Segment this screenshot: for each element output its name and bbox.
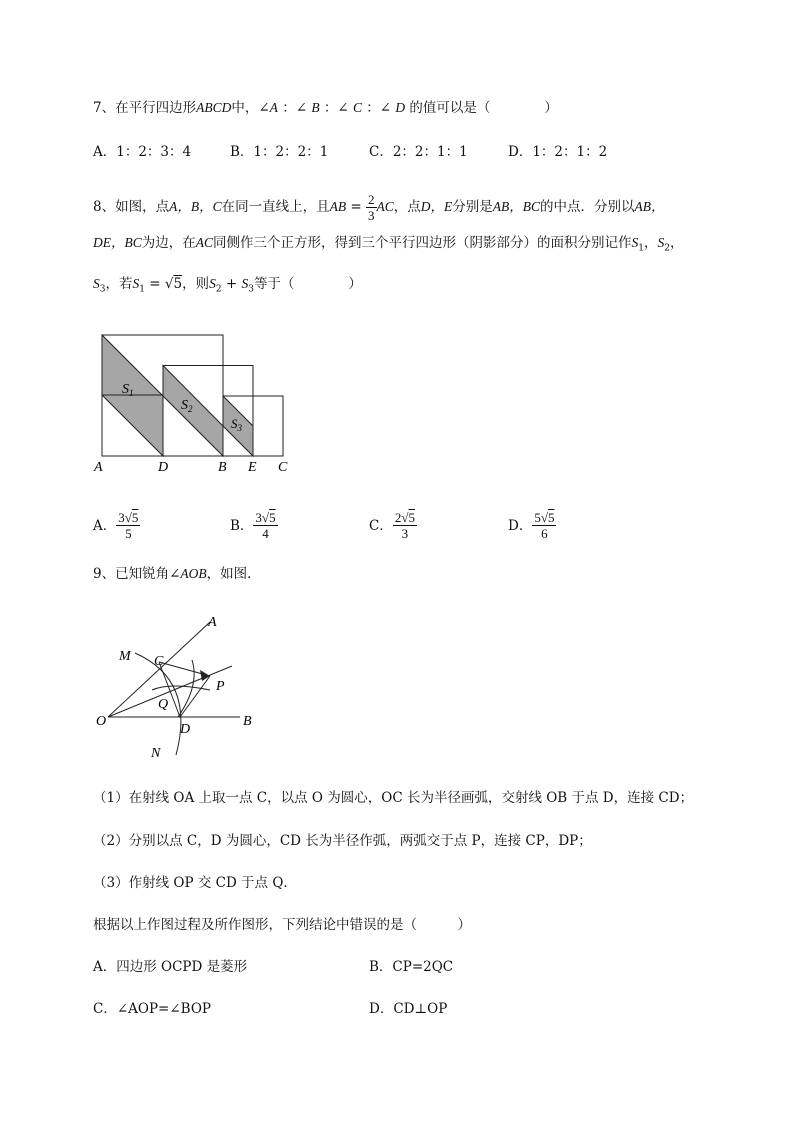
q9-option-b[interactable]: B．CP=2QC — [369, 959, 454, 975]
label-c: C — [278, 460, 288, 475]
label-m: M — [119, 649, 131, 664]
q9-option-c[interactable]: C．∠AOP=∠BOP — [93, 1001, 211, 1017]
q7-option-b[interactable]: B．1：2：2：1 — [230, 144, 329, 160]
label-d: D — [158, 460, 169, 475]
label-q: Q — [158, 697, 169, 712]
label-a: A — [94, 460, 103, 475]
label-b: B — [243, 714, 252, 729]
q8-figure — [90, 330, 300, 478]
q7-option-c[interactable]: C．2：2：1：1 — [369, 144, 468, 160]
q8-stem-line2: DE，BC为边，在AC同侧作三个正方形，得到三个平行四边形（阴影部分）的面积分别记作$S_1$，$S_2$， — [93, 235, 684, 254]
q8-option-c[interactable]: C． $\frac{2√5}{3}$ — [369, 510, 415, 541]
q9-step3: （3）作射线 OP 交 CD 于点 Q． — [93, 875, 297, 891]
label-e: E — [248, 460, 257, 475]
label-n: N — [151, 746, 161, 761]
q9-option-a[interactable]: A．四边形 OCPD 是菱形 — [93, 959, 248, 975]
q9-figure — [90, 605, 270, 765]
label-b: B — [218, 460, 227, 475]
label-s1: $S_1$ — [122, 382, 134, 398]
q8-option-a[interactable]: A． $\frac{3√5}{5}$ — [93, 510, 139, 541]
q8-stem-line1: 8、如图，点A，B，C在同一直线上，且AB = $\frac{2}{3}$ AC，点D，E分别是AB，BC的中点．分别以AB， — [93, 192, 665, 223]
q7-stem: 7、在平行四边形ABCD中，∠A ：∠ B ：∠ C ：∠ D 的值可以是（ ） — [93, 100, 558, 116]
label-o: O — [96, 714, 107, 729]
q9-step1: （1）在射线 OA 上取一点 C，以点 O 为圆心，OC 长为半径画弧，交射线 OB 于点 D，连接 CD； — [93, 790, 694, 806]
label-p: P — [216, 679, 225, 694]
parallelogram-s2 — [163, 366, 223, 457]
label-s3: $S_3$ — [231, 416, 242, 433]
label-d: D — [180, 722, 191, 737]
q7-option-a[interactable]: A．1：2：3：4 — [93, 144, 192, 160]
q7-option-d[interactable]: D．1：2：1：2 — [508, 144, 608, 160]
label-c: C — [154, 654, 164, 669]
q9-question: 根据以上作图过程及所作图形，下列结论中错误的是（ ） — [93, 917, 471, 933]
q8-stem-line3: $S_3$，若$S_1 = √5$，则$S_2 + S_3$等于（ ） — [93, 276, 362, 295]
q8-option-d[interactable]: D． $\frac{5√5}{6}$ — [508, 510, 555, 541]
label-s2: $S_2$ — [181, 398, 193, 414]
q9-step2: （2）分别以点 C，D 为圆心，CD 长为半径作弧，两弧交于点 P，连接 CP，DP； — [93, 833, 592, 849]
q9-title: 9、已知锐角∠AOB，如图． — [93, 566, 261, 582]
q9-option-d[interactable]: D．CD⊥OP — [369, 1001, 448, 1017]
segment-dp — [180, 676, 210, 717]
label-a: A — [208, 615, 217, 630]
fraction-two-thirds: $\frac{2}{3}$ — [368, 192, 375, 223]
q8-option-b[interactable]: B． $\frac{3√5}{4}$ — [230, 510, 276, 541]
